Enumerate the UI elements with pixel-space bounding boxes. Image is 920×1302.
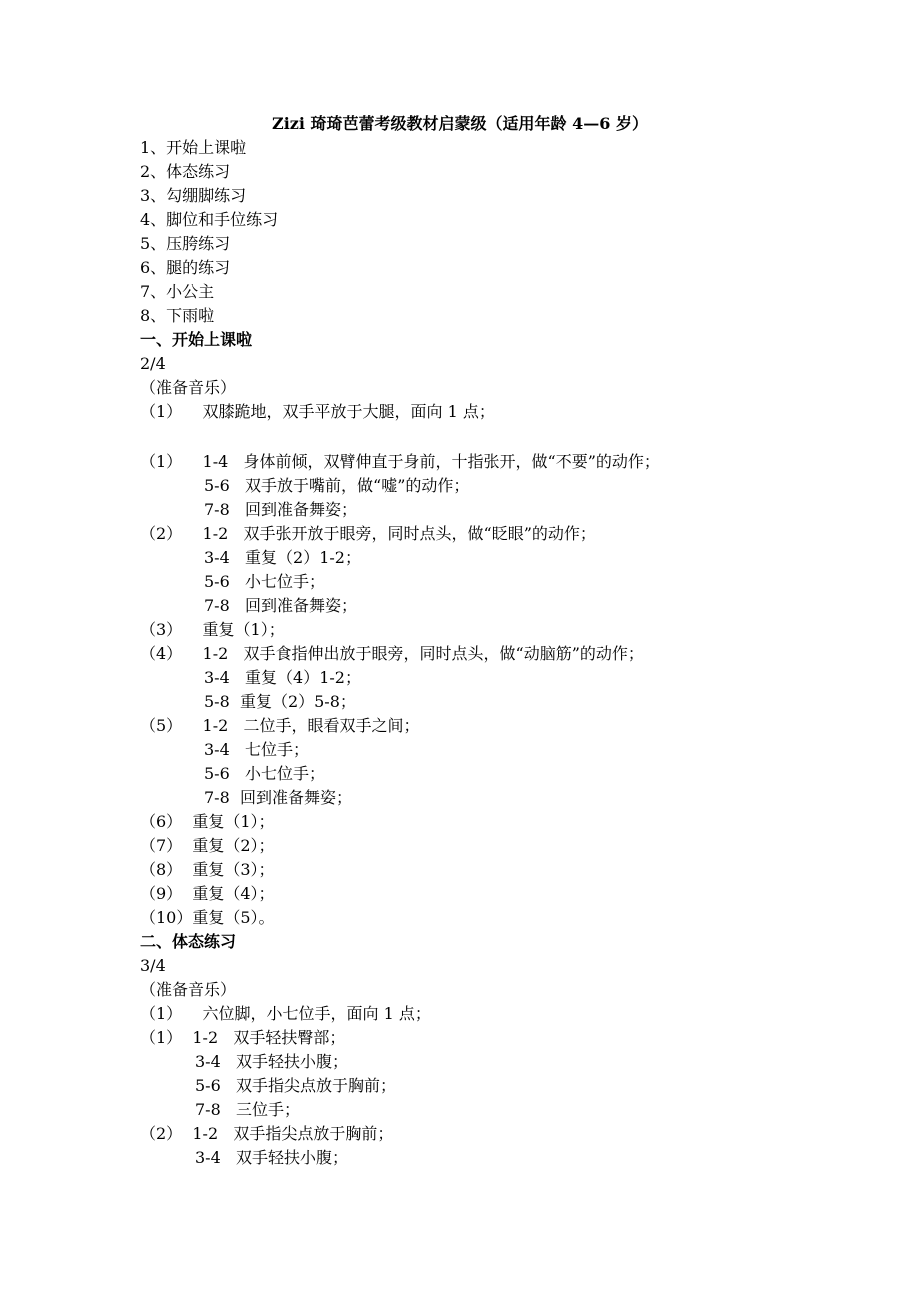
section-1-line: （1） 1-4 身体前倾，双臂伸直于身前，十指张开，做“不要”的动作； — [140, 452, 660, 471]
section-1-line: （1） 双膝跪地，双手平放于大腿，面向 1 点； — [140, 402, 495, 421]
section-1-line: 5-8 重复（2）5-8； — [204, 692, 356, 711]
section-2-prep: （准备音乐） — [140, 980, 237, 999]
section-1-line: （4） 1-2 双手食指伸出放于眼旁，同时点头，做“动脑筋”的动作； — [140, 644, 644, 663]
section-2-line: （2） 1-2 双手指尖点放于胸前； — [140, 1124, 394, 1143]
section-1-line: （8） 重复（3）； — [140, 860, 275, 879]
toc-item-4: 4、脚位和手位练习 — [140, 210, 279, 229]
section-1-line: 3-4 七位手； — [204, 740, 310, 759]
section-1-prep: （准备音乐） — [140, 378, 237, 397]
section-2-line: 3-4 双手轻扶小腹； — [195, 1148, 349, 1167]
section-1-line: （2） 1-2 双手张开放于眼旁，同时点头，做“眨眼”的动作； — [140, 524, 596, 543]
section-2-line: 5-6 双手指尖点放于胸前； — [195, 1076, 397, 1095]
section-1-line: （7） 重复（2）； — [140, 836, 275, 855]
toc-item-6: 6、腿的练习 — [140, 258, 231, 277]
section-1-line: （3） 重复（1）； — [140, 620, 285, 639]
section-1-line: 7-8 回到准备舞姿； — [204, 596, 358, 615]
section-1-meter: 2/4 — [140, 354, 166, 373]
section-1-line: 5-6 小七位手； — [204, 572, 326, 591]
document-title: Zizi 琦琦芭蕾考级教材启蒙级（适用年龄 4—6 岁） — [272, 114, 648, 133]
section-1-line: （10）重复（5）。 — [140, 908, 275, 927]
section-2-line: 7-8 三位手； — [195, 1100, 301, 1119]
section-2-line: 3-4 双手轻扶小腹； — [195, 1052, 349, 1071]
toc-item-5: 5、压胯练习 — [140, 234, 231, 253]
section-1-line: 5-6 小七位手； — [204, 764, 326, 783]
section-2-line: （1） 1-2 双手轻扶臀部； — [140, 1028, 346, 1047]
toc-item-7: 7、小公主 — [140, 282, 215, 301]
section-1-line: 7-8 回到准备舞姿； — [204, 788, 352, 807]
section-2-heading: 二、体态练习 — [140, 932, 237, 951]
section-1-line: 3-4 重复（2）1-2； — [204, 548, 361, 567]
section-1-line: 3-4 重复（4）1-2； — [204, 668, 361, 687]
section-1-line: （9） 重复（4）； — [140, 884, 275, 903]
section-1-line: （5） 1-2 二位手，眼看双手之间； — [140, 716, 420, 735]
toc-item-3: 3、勾绷脚练习 — [140, 186, 247, 205]
section-2-meter: 3/4 — [140, 956, 166, 975]
section-1-line: （6） 重复（1）； — [140, 812, 275, 831]
toc-item-1: 1、开始上课啦 — [140, 138, 247, 157]
section-2-line: （1） 六位脚，小七位手，面向 1 点； — [140, 1004, 431, 1023]
toc-item-8: 8、下雨啦 — [140, 306, 215, 325]
toc-item-2: 2、体态练习 — [140, 162, 231, 181]
section-1-line: 5-6 双手放于嘴前，做“嘘”的动作； — [204, 476, 470, 495]
section-1-heading: 一、开始上课啦 — [140, 330, 253, 349]
section-1-line: 7-8 回到准备舞姿； — [204, 500, 358, 519]
